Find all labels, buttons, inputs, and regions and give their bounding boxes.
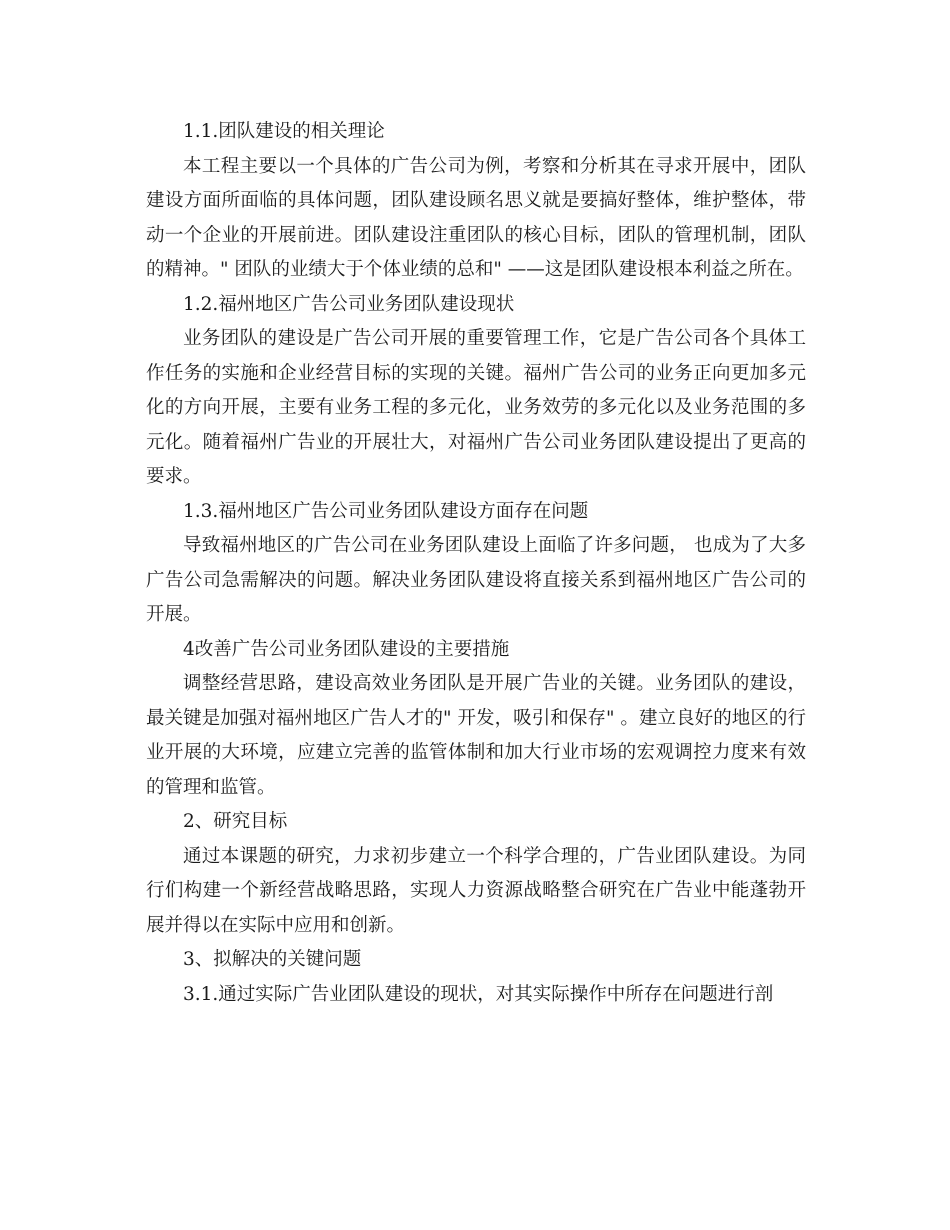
section-heading-2: 2、研究目标 [183, 811, 288, 832]
section-heading-1-2: 1.2.福州地区广告公司业务团队建设现状 [183, 293, 515, 315]
section-heading-1-1: 1.1.团队建设的相关理论 [183, 121, 385, 142]
document-body [146, 115, 806, 1012]
paragraph-team-building-theory: 本工程主要以一个具体的广告公司为例，考察和分析其在寻求开展中，团队建设方面所面临的具体问题，团队建设顾名思义就是要搞好整体，维护整体，带动一个企业的开展前进。团队建设注重团队的核心目标，团队的管理机制，团队的精神。" 团队的业绩大于个体业绩的总和" ——这是团队建设根本利益之所在。 [146, 155, 806, 280]
section-heading-4: 4改善广告公司业务团队建设的主要措施 [183, 638, 510, 660]
paragraph-existing-problems: 导致福州地区的广告公司在业务团队建设上面临了许多问题， 也成为了大多广告公司急需解决的问题。解决业务团队建设将直接关系到福州地区广告公司的开展。 [146, 535, 806, 625]
paragraph-research-goals: 通过本课题的研究，力求初步建立一个科学合理的，广告业团队建设。为同行们构建一个新经营战略思路，实现人力资源战略整合研究在广告业中能蓬勃开展并得以在实际中应用和创新。 [146, 845, 806, 936]
paragraph-main-measures: 调整经营思路，建设高效业务团队是开展广告业的关键。业务团队的建设，最关键是加强对福州地区广告人才的" 开发，吸引和保存" 。建立良好的地区的行业开展的大环境，应建立完善的监管体制和加大行业市场的宏观调控力度来有效的管理和监管。 [146, 673, 806, 798]
section-heading-1-3: 1.3.福州地区广告公司业务团队建设方面存在问题 [183, 500, 589, 522]
section-heading-3: 3、拟解决的关键问题 [183, 949, 362, 970]
paragraph-current-status: 业务团队的建设是广告公司开展的重要管理工作，它是广告公司各个具体工作任务的实施和企业经营目标的实现的关键。福州广告公司的业务正向更加多元化的方向开展，主要有业务工程的多元化，业务效劳的多元化以及业务范围的多元化。随着福州广告业的开展壮大，对福州广告公司业务团队建设提出了更高的要求。 [146, 328, 806, 487]
paragraph-key-problem-3-1: 3.1.通过实际广告业团队建设的现状，对其实际操作中所存在问题进行剖 [183, 983, 774, 1005]
